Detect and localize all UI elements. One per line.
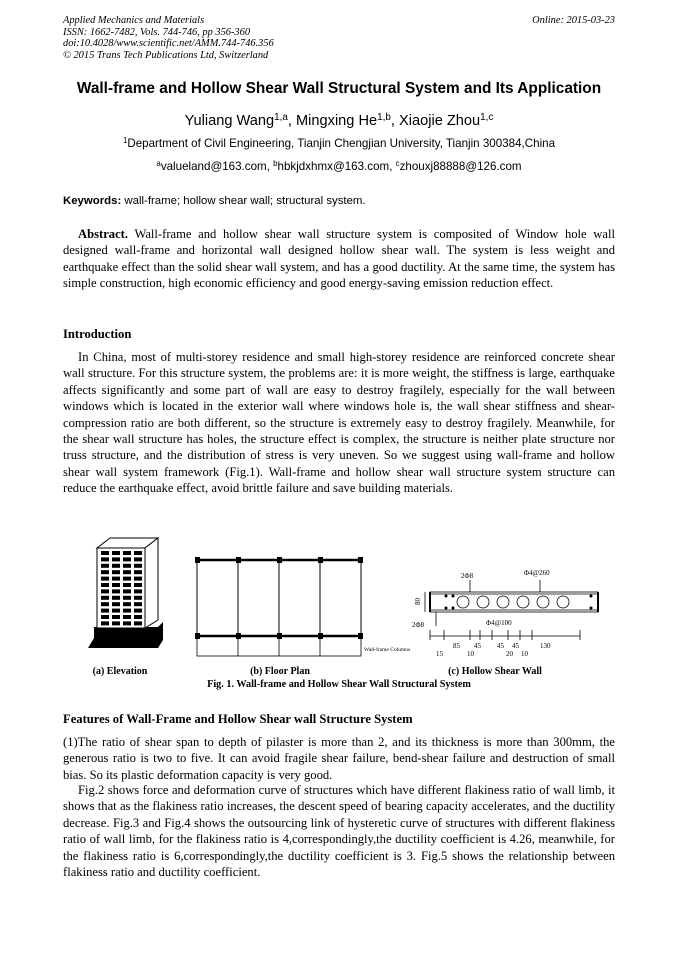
keywords-text: wall-frame; hollow shear wall; structural system. [124, 195, 366, 207]
window-icon [134, 609, 142, 613]
window-icon [112, 621, 120, 625]
author-sup: 1,b [377, 112, 391, 124]
email-sup: b [273, 159, 278, 169]
window-icon [112, 602, 120, 606]
author-list: Yuliang Wang$^{1,a}$, Mingxing He$^{1,b}$, Xiaojie Zhou$^{1,c}$ [184, 112, 494, 129]
features-paragraph-2: Fig.2 shows force and deformation curve of structures which have different flakiness ratio of wall limb, it shows that as the flakiness ratio increases, the descent speed of bearing capacity accelerates, and the ductility decrease. Fig.3 and Fig.4 shows the outsourcing link of hysteretic curve of structures with different flakiness ratio of wall limb, for the flakiness ratio is 4,correspondingly,the ductility coefficient is 4.26, meanwhile, for the flakiness ratio is 6,correspondingly,the ductility coefficient is 3. Fig.5 shows the relationship between flakiness ratio and ductility coefficient. [63, 783, 615, 880]
window-icon [123, 609, 131, 613]
window-icon [123, 577, 131, 581]
window-icon [134, 621, 142, 625]
window-icon [134, 596, 142, 600]
dim-phi4-100: Φ4@100 [486, 619, 512, 627]
affiliation-sup: 1 [122, 136, 128, 146]
window-icon [101, 615, 109, 619]
subcaption-hollow-shear-wall: (c) Hollow Shear Wall [448, 666, 542, 677]
subcaption-floor-plan: (b) Floor Plan [250, 666, 310, 677]
author-name: Yuliang Wang [184, 113, 275, 129]
floor-plan-drawing [195, 557, 363, 656]
window-icon [134, 589, 142, 593]
window-icon [123, 621, 131, 625]
paper-title: Wall-frame and Hollow Shear Wall Structural System and Its Application [76, 80, 602, 97]
window-icon [123, 557, 131, 561]
window-icon [134, 577, 142, 581]
window-icon [123, 589, 131, 593]
dim-phi4-260: Φ4@260 [524, 569, 550, 577]
window-icon [123, 564, 131, 568]
dim-20: 20 [506, 650, 513, 658]
window-icon [134, 583, 142, 587]
dim-2phi8-top: 2Φ8 [461, 572, 474, 580]
subcaption-elevation: (a) Elevation [92, 666, 148, 677]
dim-85: 85 [453, 642, 460, 650]
affiliation-text: Department of Civil Engineering, Tianjin Chengjian University, Tianjin 300384,China [127, 137, 556, 150]
elevation-drawing [88, 538, 163, 648]
window-icon [134, 551, 142, 555]
window-icon [112, 609, 120, 613]
window-icon [101, 564, 109, 568]
figure-caption: Fig. 1. Wall-frame and Hollow Shear Wall Structural System [207, 679, 471, 690]
email-sup: c [395, 159, 400, 169]
introduction-text: In China, most of multi-storey residence and small high-storey residence are reinforced concrete shear wall structure. For this structure system, the problems are: it is more weight, the stiffness is large, earthquake affects significantly and some part of wall are easy to destroy fragilely, especially for the wall between windows which is located in the exterior wall where windows hole is, the wall shear stiffness and shear-compression ratio are both different, so the structure is extremely easy to destroy fragilely. Meanwhile, for the shear wall structure has holes, the structure effect is complex, the structure is neither plate structure nor truss structure, and the distribution of stress is very uneven. So we suggest using wall-frame and hollow shear wall system framework (Fig.1). Wall-frame and hollow shear wall structure system structure can reduce the earthquake effect, avoid brittle failure and save building materials. [63, 350, 615, 496]
window-icon [123, 602, 131, 606]
window-icon [101, 570, 109, 574]
author-name: Mingxing He [296, 113, 378, 129]
dim-45a: 45 [474, 642, 481, 650]
window-icon [134, 602, 142, 606]
doi-line: doi:10.4028/www.scientific.net/AMM.744-746.356 [63, 38, 274, 50]
dim-130: 130 [540, 642, 551, 650]
email-list: $^a$valueland@163.com, $^b$hbkjdxhmx@163.com, $^c$zhouxj88888@126.com [156, 159, 522, 173]
window-icon [134, 615, 142, 619]
window-icon [112, 596, 120, 600]
features-paragraph-1: (1)The ratio of shear span to depth of pilaster is more than 2, and its thickness is more than 300mm, the generous ratio is two to five. It can avoid fragile shear failure, bend-shear failure and destruction of small bias. So its plastic deformation capacity is very good. [63, 735, 615, 782]
window-icon [112, 589, 120, 593]
window-icon [134, 570, 142, 574]
dim-80: 80 [414, 598, 422, 605]
window-icon [123, 570, 131, 574]
window-icon [112, 564, 120, 568]
window-icon [112, 570, 120, 574]
dim-15: 15 [436, 650, 443, 658]
abstract-label: Abstract. [78, 227, 129, 241]
introduction-heading: Introduction [63, 327, 132, 341]
features-heading: Features of Wall-Frame and Hollow Shear wall Structure System [63, 712, 413, 726]
window-icon [134, 557, 142, 561]
wall-frame-columns-label: Wall-frame Columns [364, 647, 411, 653]
issn-line: ISSN: 1662-7482, Vols. 744-746, pp 356-360 [63, 26, 251, 38]
dim-45c: 45 [512, 642, 519, 650]
window-icon [101, 602, 109, 606]
window-icon [123, 583, 131, 587]
window-icon [112, 583, 120, 587]
author-sup: 1,a [274, 112, 288, 124]
email-address[interactable]: valueland@163.com [160, 160, 267, 173]
online-date: Online: 2015-03-23 [532, 15, 615, 26]
copyright-line: © 2015 Trans Tech Publications Ltd, Switzerland [63, 49, 269, 61]
abstract-text: Wall-frame and hollow shear wall structure system is composited of Window hole wall designed wall-frame and horizontal wall designed hollow shear wall. The system is less weight and earthquake effect than the solid shear wall system, and has a good ductility. At the same time, the system has simple construction, high economic efficiency and good energy-saving emission reduction effect. [63, 227, 615, 291]
dim-10b: 10 [521, 650, 528, 658]
author-sup: 1,c [480, 112, 494, 124]
email-address[interactable]: hbkjdxhmx@163.com [277, 160, 390, 173]
keywords-label: Keywords: [63, 195, 122, 207]
window-icon [101, 551, 109, 555]
window-icon [134, 564, 142, 568]
journal-name: Applied Mechanics and Materials [63, 15, 205, 26]
window-icon [112, 557, 120, 561]
window-icon [101, 583, 109, 587]
window-icon [101, 596, 109, 600]
window-icon [112, 615, 120, 619]
dim-2phi8-left: 2Φ8 [412, 621, 425, 629]
email-sup: a [156, 159, 161, 169]
email-address[interactable]: zhouxj88888@126.com [399, 160, 522, 173]
window-icon [112, 577, 120, 581]
window-icon [101, 589, 109, 593]
window-icon [101, 609, 109, 613]
window-icon [112, 551, 120, 555]
window-icon [123, 596, 131, 600]
author-name: Xiaojie Zhou [399, 113, 481, 129]
window-icon [101, 621, 109, 625]
window-icon [123, 551, 131, 555]
dim-45b: 45 [497, 642, 504, 650]
window-icon [101, 577, 109, 581]
window-icon [101, 557, 109, 561]
dim-10a: 10 [467, 650, 474, 658]
window-icon [123, 615, 131, 619]
hollow-shear-wall-drawing [425, 580, 598, 640]
